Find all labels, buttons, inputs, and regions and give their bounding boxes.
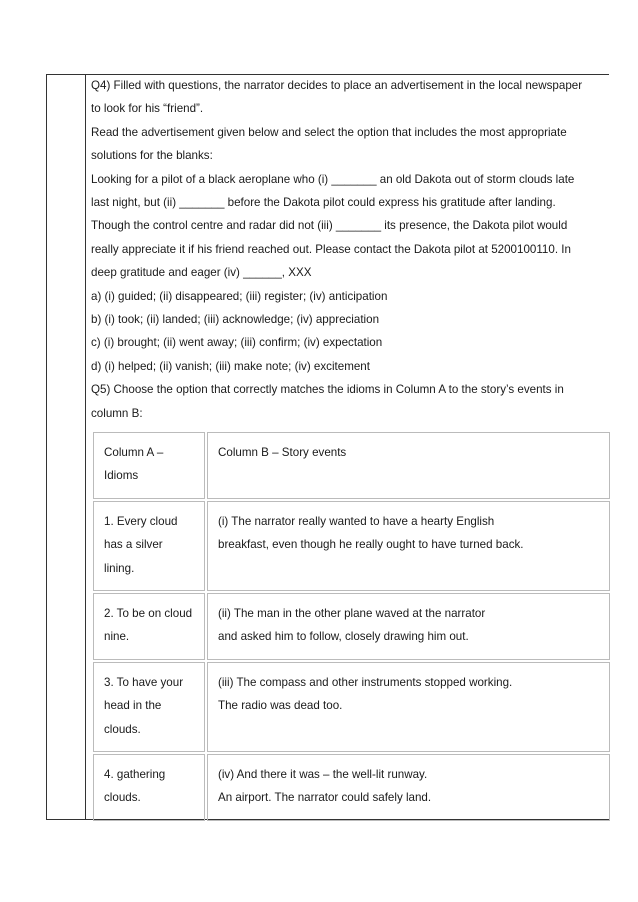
column-a-cell — [93, 754, 205, 821]
cell-text: nine. — [104, 630, 130, 644]
table-row — [93, 593, 610, 660]
text-line: Looking for a pilot of a black aeroplane who (i) _______ an old Dakota out of storm clouds late — [91, 172, 575, 186]
header-column-b — [207, 432, 610, 499]
text-line: Q5) Choose the option that correctly matches the idioms in Column A to the story’s events in — [91, 383, 564, 397]
question-text — [91, 74, 611, 425]
column-a-cell — [93, 662, 205, 752]
text-line: Q4) Filled with questions, the narrator decides to place an advertisement in the local newspaper — [91, 79, 583, 92]
table-row — [93, 662, 610, 752]
text-line: column B: — [91, 406, 143, 420]
text-line: to look for his “friend”. — [91, 102, 204, 116]
margin-divider — [85, 75, 86, 819]
cell-text: The radio was dead too. — [218, 699, 343, 713]
cell-text: (i) The narrator really wanted to have a hearty English — [218, 514, 495, 528]
cell-text: clouds. — [104, 791, 141, 805]
cell-text: has a silver — [104, 538, 163, 552]
cell-text: Column A – — [104, 446, 164, 459]
table-row — [93, 501, 610, 591]
text-line: solutions for the blanks: — [91, 149, 213, 163]
cell-text: 4. gathering — [104, 768, 166, 782]
table-row — [93, 754, 610, 821]
cell-text: lining. — [104, 561, 135, 575]
idiom-match-table — [91, 430, 612, 823]
column-b-cell — [207, 501, 610, 591]
column-b-cell — [207, 593, 610, 660]
option-b: b) (i) took; (ii) landed; (iii) acknowledge; (iv) appreciation — [91, 313, 380, 327]
cell-text: An airport. The narrator could safely land. — [218, 791, 432, 805]
cell-text: 1. Every cloud — [104, 514, 178, 528]
text-line: Read the advertisement given below and select the option that includes the most appropriate — [91, 125, 567, 139]
table-header-row — [93, 432, 610, 499]
cell-text: and asked him to follow, closely drawing him out. — [218, 630, 469, 644]
text-line: last night, but (ii) _______ before the Dakota pilot could express his gratitude after landing. — [91, 196, 556, 210]
option-a: a) (i) guided; (ii) disappeared; (iii) register; (iv) anticipation — [91, 289, 388, 303]
column-a-cell — [93, 593, 205, 660]
option-c: c) (i) brought; (ii) went away; (iii) confirm; (iv) expectation — [91, 336, 383, 350]
text-line: deep gratitude and eager (iv) ______, XXX — [91, 266, 312, 280]
text-line: really appreciate it if his friend reached out. Please contact the Dakota pilot at 5200100110. In — [91, 242, 571, 256]
cell-text: 2. To be on cloud — [104, 607, 193, 621]
column-a-cell — [93, 501, 205, 591]
text-line: Though the control centre and radar did not (iii) _______ its presence, the Dakota pilot would — [91, 219, 568, 233]
cell-text: head in the — [104, 699, 162, 713]
cell-text: 3. To have your — [104, 675, 184, 689]
column-b-cell — [207, 754, 610, 821]
cell-text: clouds. — [104, 722, 141, 736]
header-column-a — [93, 432, 205, 499]
cell-text: (ii) The man in the other plane waved at the narrator — [218, 607, 486, 621]
cell-text: breakfast, even though he really ought to have turned back. — [218, 538, 524, 552]
cell-text: Column B – Story events — [218, 446, 347, 459]
option-d: d) (i) helped; (ii) vanish; (iii) make note; (iv) excitement — [91, 359, 370, 373]
cell-text: Idioms — [104, 469, 139, 483]
column-b-cell — [207, 662, 610, 752]
cell-text: (iii) The compass and other instruments stopped working. — [218, 675, 513, 689]
cell-text: (iv) And there it was – the well-lit runway. — [218, 768, 428, 782]
